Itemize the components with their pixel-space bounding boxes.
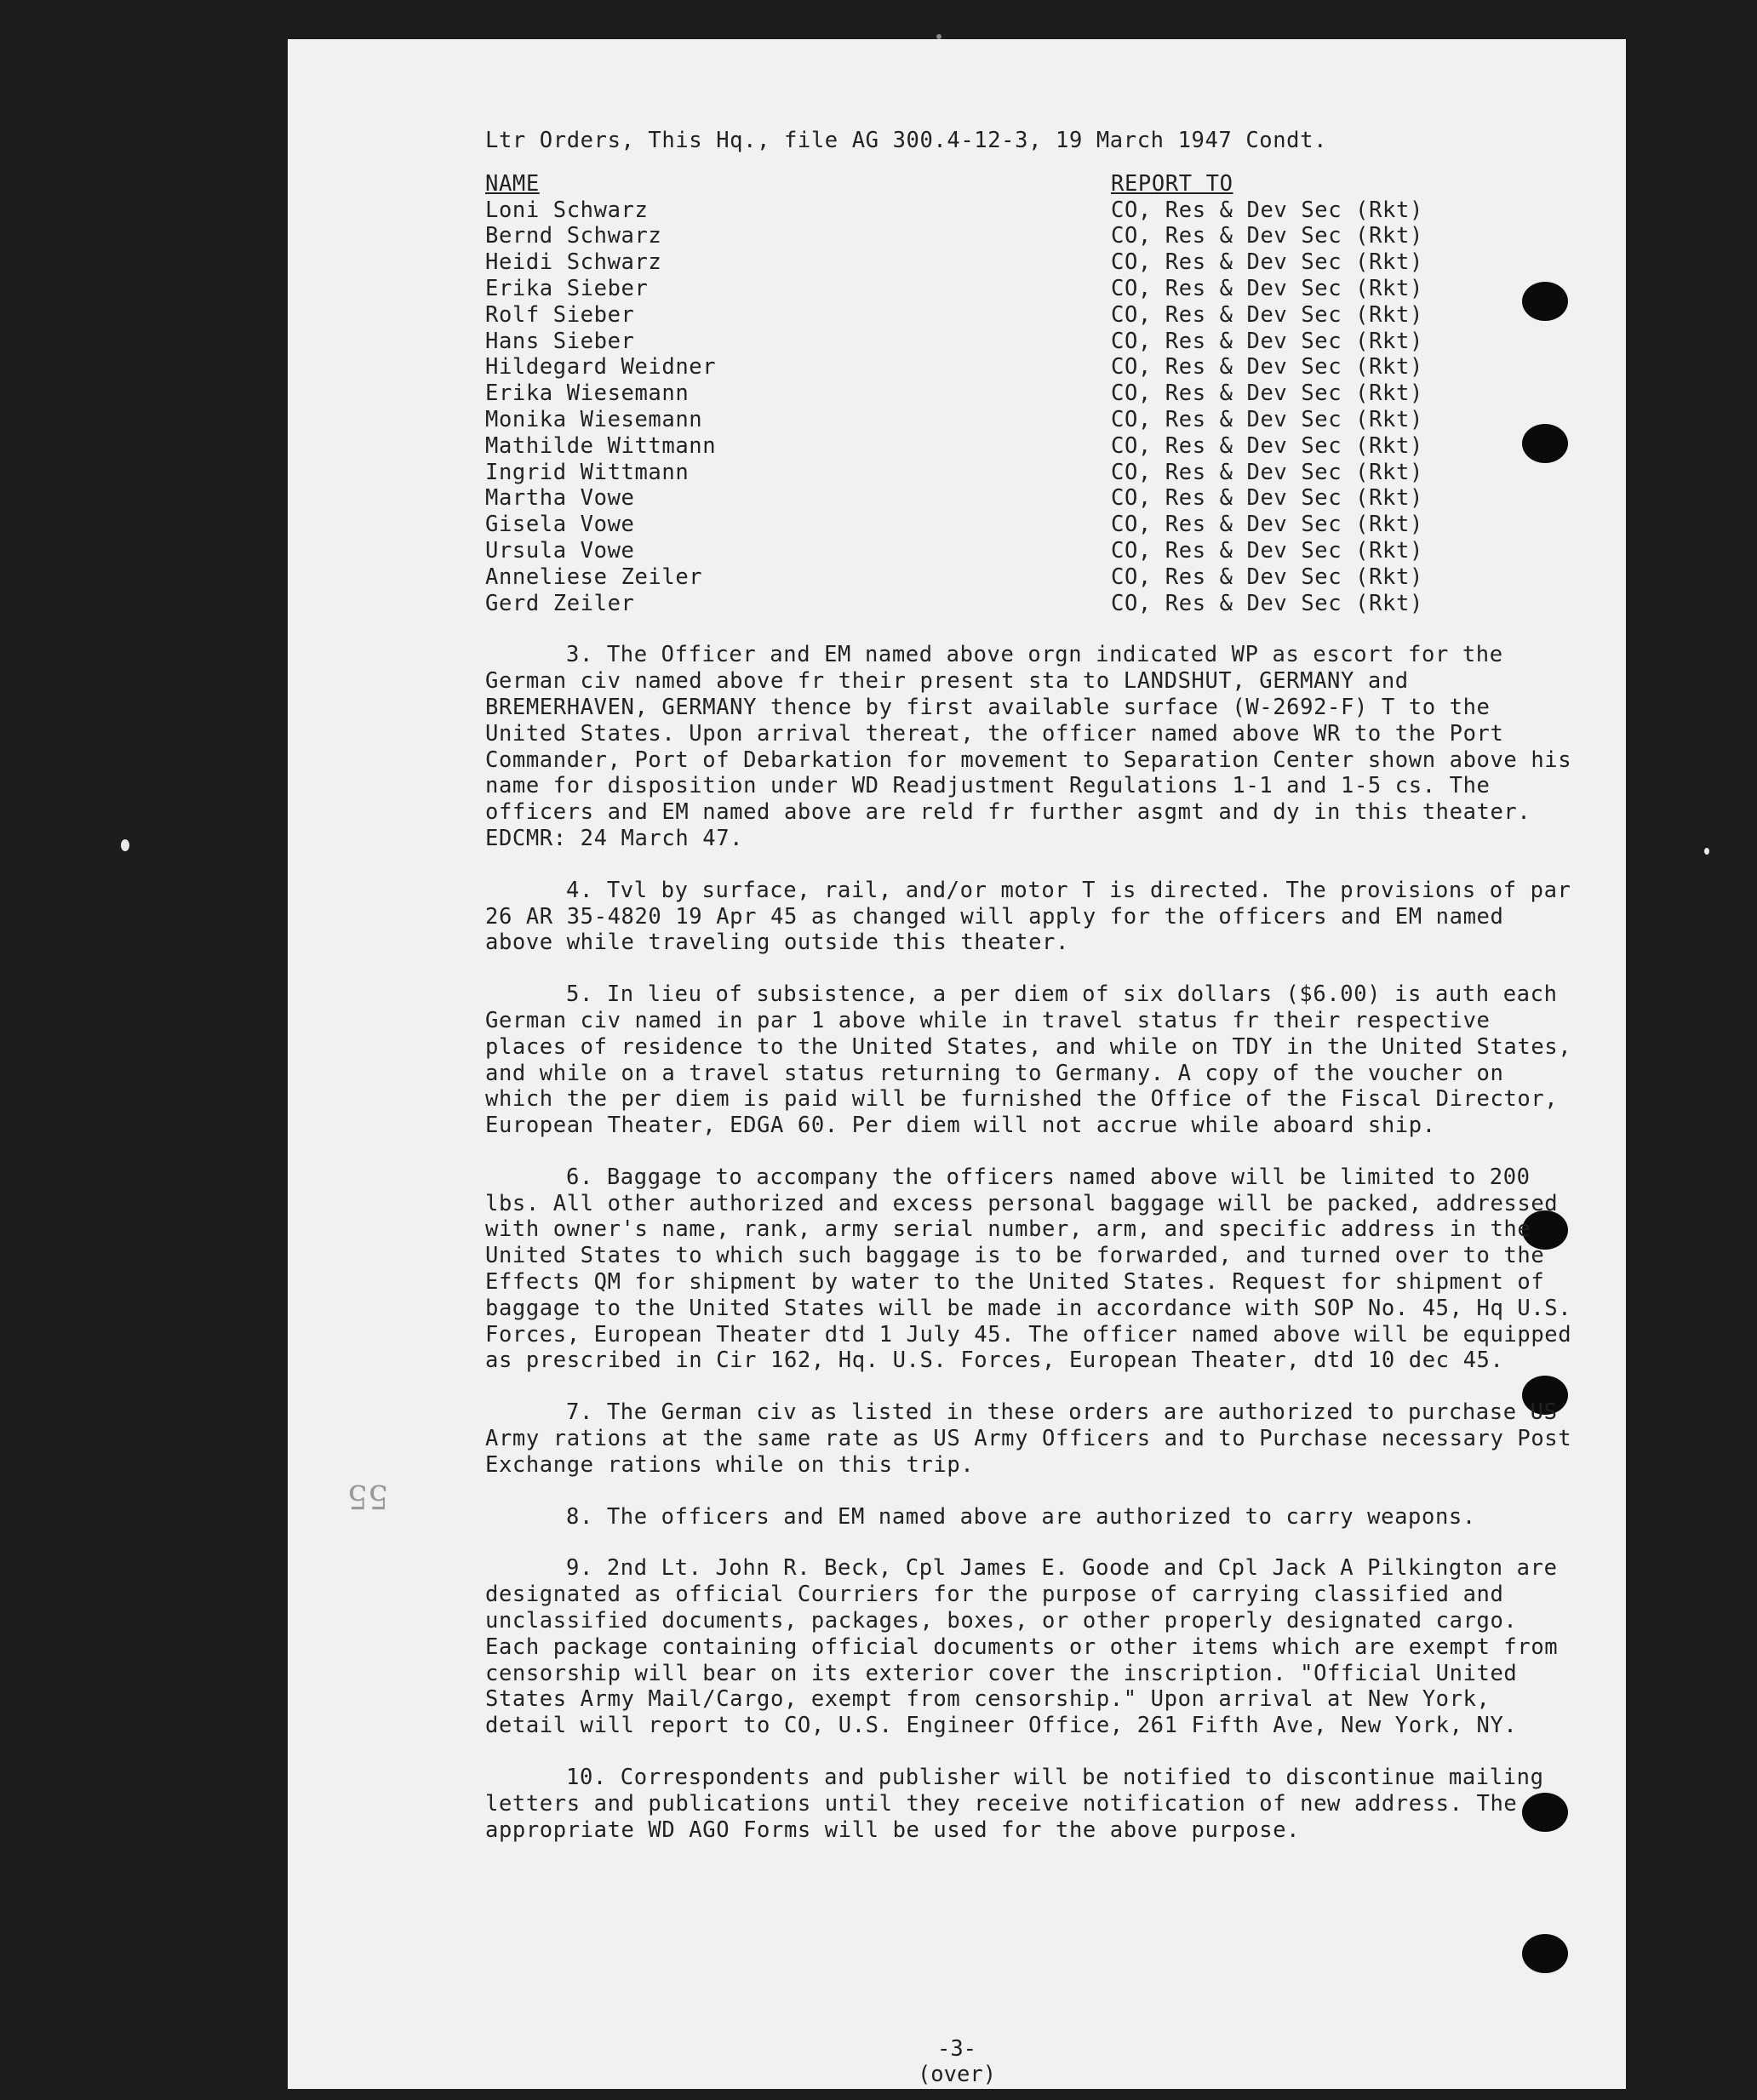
roster-row (485, 302, 1575, 329)
roster-name: Heidi Schwarz (485, 249, 662, 276)
roster-report-to: CO, Res & Dev Sec (Rkt) (1111, 381, 1423, 407)
roster-report-to: CO, Res & Dev Sec (Rkt) (1111, 249, 1423, 276)
paragraph-8: 8. The officers and EM named above are authorized to carry weapons. (566, 1503, 1476, 1530)
paragraph-9: 9. 2nd Lt. John R. Beck, Cpl James E. Goode and Cpl Jack A Pilkington are designated as official Courriers for the purpose of carrying classified and unclassified documents, packages, boxes, or other properly designated cargo. Each package containing official documents or other items which are exempt from censorship will bear on its exterior cover the inscription. "Official United States Army Mail/Cargo, exempt from censorship." Upon arrival at New York, detail will report to CO, U.S. Engineer Office, 261 Fifth Ave, New York, NY. (485, 1555, 1559, 1739)
roster-report-to: CO, Res & Dev Sec (Rkt) (1111, 275, 1423, 301)
roster-report-to: CO, Res & Dev Sec (Rkt) (1111, 406, 1423, 432)
roster-row (485, 485, 1575, 512)
paragraph-10: 10. Correspondents and publisher will be notified to discontinue mailing letters and publications until they receive notification of new address. The appropriate WD AGO Forms will be used for the above purpose. (485, 1765, 1544, 1843)
roster-row (485, 538, 1575, 564)
document-page (288, 39, 1626, 2089)
roster-name: Rolf Sieber (485, 301, 635, 328)
roster-name: Ursula Vowe (485, 537, 635, 564)
roster-row (485, 460, 1575, 486)
roster-report-to: CO, Res & Dev Sec (Rkt) (1111, 354, 1423, 381)
roster-name: Hildegard Weidner (485, 354, 717, 381)
roster-row (485, 433, 1575, 460)
roster-row (485, 197, 1575, 224)
roster-name: Hans Sieber (485, 328, 635, 354)
roster-row (485, 223, 1575, 249)
roster-report-to: CO, Res & Dev Sec (Rkt) (1111, 301, 1423, 328)
document-body (485, 128, 1575, 1843)
paragraph-6: 6. Baggage to accompany the officers named above will be limited to 200 lbs. All other authorized and excess personal baggage will be packed, addressed with owner's name, rank, army serial number, arm, and specific address in the United States to which such baggage is to be forwarded, and turned over to the Effects QM for shipment by water to the United States. Request for shipment of baggage to the United States will be made in accordance with SOP No. 45, Hq U.S. Forces, European Theater dtd 1 July 45. The officer named above will be equipped as prescribed in Cir 162, Hq. U.S. Forces, European Theater, dtd 10 dec 45. (485, 1164, 1572, 1374)
roster-name: Monika Wiesemann (485, 406, 703, 432)
roster-report-to: CO, Res & Dev Sec (Rkt) (1111, 485, 1423, 512)
roster-name: Loni Schwarz (485, 197, 649, 223)
roster-name: Erika Sieber (485, 275, 649, 301)
page-number: -3- (936, 2036, 977, 2062)
roster-name: Erika Wiesemann (485, 381, 690, 407)
roster-row (485, 354, 1575, 381)
roster-row (485, 381, 1575, 407)
roster-name: Mathilde Wittmann (485, 432, 717, 459)
roster-name: Ingrid Wittmann (485, 459, 690, 485)
roster-row (485, 329, 1575, 355)
document-header: Ltr Orders, This Hq., file AG 300.4-12-3, 19 March 1947 Condt. (485, 128, 1328, 153)
roster-row (485, 591, 1575, 617)
roster-report-to: CO, Res & Dev Sec (Rkt) (1111, 328, 1423, 354)
roster-name: Martha Vowe (485, 485, 635, 512)
paragraph-4: 4. Tvl by surface, rail, and/or motor T is directed. The provisions of par 26 AR 35-4820 19 Apr 45 as changed will apply for the officers and EM named above while traveling outside this theater. (485, 877, 1571, 956)
paragraph-7: 7. The German civ as listed in these orders are authorized to purchase US Army rations at the same rate as US Army Officers and to Purchase necessary Post Exchange rations while on this trip. (485, 1399, 1572, 1478)
film-speck (936, 34, 941, 39)
roster-report-to: CO, Res & Dev Sec (Rkt) (1111, 197, 1423, 223)
roster-row (485, 276, 1575, 302)
paragraph-5: 5. In lieu of subsistence, a per diem of six dollars ($6.00) is auth each German civ named in par 1 above while in travel status fr their respective places of residence to the United States, and while on TDY in the United States, and while on a travel status returning to Germany. A copy of the voucher on which the per diem is paid will be furnished the Office of the Fiscal Director, European Theater, EDGA 60. Per diem will not accrue while aboard ship. (485, 981, 1572, 1139)
film-speck (1704, 848, 1709, 855)
paragraphs (485, 642, 1575, 1843)
roster-report-to: CO, Res & Dev Sec (Rkt) (1111, 223, 1423, 249)
roster-table (485, 171, 1575, 617)
punch-hole (1522, 1934, 1568, 1973)
roster-name: Gisela Vowe (485, 512, 635, 538)
margin-mark: 55 (347, 1478, 389, 1515)
name-column-header: NAME (485, 170, 540, 197)
film-speck (121, 839, 129, 851)
roster-report-to: CO, Res & Dev Sec (Rkt) (1111, 512, 1423, 538)
roster-name: Gerd Zeiler (485, 590, 635, 616)
roster-row (485, 512, 1575, 538)
roster-row (485, 564, 1575, 591)
roster-header-row (485, 171, 1575, 197)
paragraph-3: 3. The Officer and EM named above orgn indicated WP as escort for the German civ named above fr their present sta to LANDSHUT, GERMANY and BREMERHAVEN, GERMANY thence by first available surface (W-2692-F) T to the United States. Upon arrival thereat, the officer named above WR to the Port Commander, Port of Debarkation for movement to Separation Center shown above his name for disposition under WD Readjustment Regulations 1-1 and 1-5 cs. The officers and EM named above are reld fr further asgmt and dy in this theater. EDCMR: 24 March 47. (485, 642, 1572, 851)
report-to-column-header: REPORT TO (1111, 170, 1233, 197)
roster-report-to: CO, Res & Dev Sec (Rkt) (1111, 459, 1423, 485)
roster-report-to: CO, Res & Dev Sec (Rkt) (1111, 537, 1423, 564)
roster-report-to: CO, Res & Dev Sec (Rkt) (1111, 590, 1423, 616)
roster-report-to: CO, Res & Dev Sec (Rkt) (1111, 564, 1423, 590)
roster-name: Anneliese Zeiler (485, 564, 703, 590)
roster-row (485, 407, 1575, 433)
roster-row (485, 249, 1575, 276)
roster-report-to: CO, Res & Dev Sec (Rkt) (1111, 432, 1423, 459)
roster-name: Bernd Schwarz (485, 223, 662, 249)
page-note: (over) (917, 2062, 997, 2087)
